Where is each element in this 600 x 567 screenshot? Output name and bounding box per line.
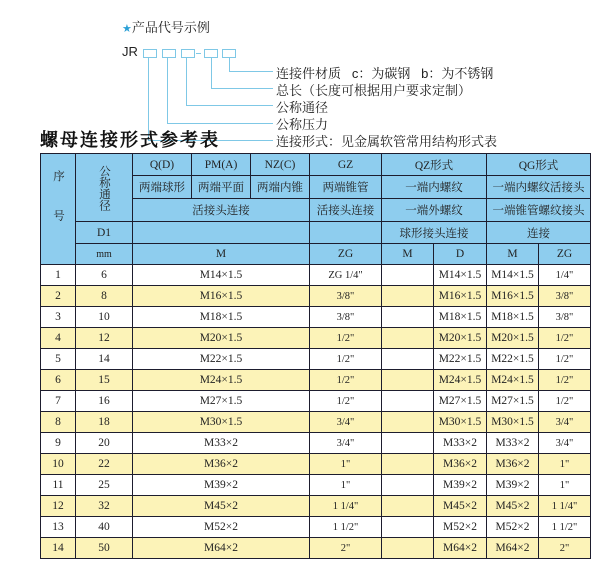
header-m: M: [133, 244, 310, 265]
cell-qz-m: [382, 286, 434, 307]
cell-dn: 8: [76, 286, 133, 307]
code-box: [143, 49, 157, 58]
cell-qz-m: [382, 349, 434, 370]
cell-dn: 6: [76, 265, 133, 286]
cell-dn: 14: [76, 349, 133, 370]
cell-zg: 1/2": [310, 370, 382, 391]
cell-qg-m: M18×1.5: [487, 307, 539, 328]
header-empty: [133, 222, 310, 244]
cell-m: M52×2: [133, 517, 310, 538]
cell-qz-d: M16×1.5: [434, 286, 487, 307]
cell-dn: 50: [76, 538, 133, 559]
header-qg-m: M: [487, 244, 539, 265]
cell-m: M64×2: [133, 538, 310, 559]
table-row: [41, 286, 591, 307]
cell-qg-zg: 1/2": [539, 370, 591, 391]
cell-qg-zg: 2": [539, 538, 591, 559]
cell-seq: 11: [41, 475, 76, 496]
cell-qg-m: M64×2: [487, 538, 539, 559]
table-row: [41, 328, 591, 349]
table-row: [41, 265, 591, 286]
cell-dn: 40: [76, 517, 133, 538]
cell-dn: 16: [76, 391, 133, 412]
page-title: 螺母连接形式参考表: [40, 130, 220, 151]
table-row: [41, 538, 591, 559]
cell-qg-m: M16×1.5: [487, 286, 539, 307]
cell-qz-m: [382, 265, 434, 286]
cell-qz-d: M14×1.5: [434, 265, 487, 286]
legend-title-text: 产品代号示例: [131, 20, 210, 35]
cell-qz-m: [382, 391, 434, 412]
code-box: [222, 49, 236, 58]
cell-dn: 18: [76, 412, 133, 433]
header-qg-zg: ZG: [539, 244, 591, 265]
cell-qg-zg: 3/8": [539, 307, 591, 328]
cell-qg-zg: 1 1/2": [539, 517, 591, 538]
cell-zg: 1 1/4": [310, 496, 382, 517]
legend-pressure: 公称压力: [276, 117, 329, 132]
cell-qz-m: [382, 433, 434, 454]
code-box: [204, 49, 218, 58]
nut-connection-table: [40, 153, 591, 559]
cell-qg-m: M36×2: [487, 454, 539, 475]
cell-zg: 1": [310, 454, 382, 475]
connector-line: [167, 58, 168, 123]
cell-qg-m: M22×1.5: [487, 349, 539, 370]
cell-dn: 12: [76, 328, 133, 349]
cell-seq: 6: [41, 370, 76, 391]
cell-qg-m: M24×1.5: [487, 370, 539, 391]
header-qg: QG形式: [487, 154, 591, 176]
code-dash: [196, 53, 201, 54]
header-qg-desc3: 连接: [487, 222, 591, 244]
cell-dn: 20: [76, 433, 133, 454]
table-row: [41, 496, 591, 517]
cell-zg: 3/4": [310, 433, 382, 454]
header-seq: 序号: [41, 154, 76, 265]
cell-seq: 13: [41, 517, 76, 538]
cell-dn: 32: [76, 496, 133, 517]
header-pm-desc: 两端平面: [192, 176, 251, 199]
connector-line: [229, 71, 273, 72]
cell-qg-m: M33×2: [487, 433, 539, 454]
code-box: [181, 49, 195, 58]
cell-zg: 1/2": [310, 349, 382, 370]
connector-line: [186, 105, 273, 106]
table-row: [41, 475, 591, 496]
cell-seq: 4: [41, 328, 76, 349]
legend-material: 连接件材质 c：为碳钢 b：为不锈钢: [276, 66, 494, 81]
header-gz-desc: 两端锥管: [310, 176, 382, 199]
cell-qz-d: M33×2: [434, 433, 487, 454]
cell-seq: 9: [41, 433, 76, 454]
cell-m: M30×1.5: [133, 412, 310, 433]
connector-line: [211, 88, 273, 89]
cell-seq: 3: [41, 307, 76, 328]
cell-qg-m: M45×2: [487, 496, 539, 517]
cell-qz-d: M18×1.5: [434, 307, 487, 328]
legend-connection: 连接形式：见金属软管常用结构形式表: [276, 134, 498, 149]
cell-qg-m: M27×1.5: [487, 391, 539, 412]
header-mm: mm: [76, 244, 133, 265]
cell-qz-d: M45×2: [434, 496, 487, 517]
cell-qg-zg: 1/2": [539, 349, 591, 370]
header-nz-desc: 两端内锥: [251, 176, 310, 199]
cell-seq: 8: [41, 412, 76, 433]
header-qz-desc2: 一端外螺纹: [382, 199, 487, 222]
cell-m: M39×2: [133, 475, 310, 496]
table-row: [41, 517, 591, 538]
cell-zg: 3/8": [310, 307, 382, 328]
cell-qg-zg: 1/4": [539, 265, 591, 286]
connector-line: [186, 58, 187, 105]
cell-qz-d: M22×1.5: [434, 349, 487, 370]
cell-seq: 2: [41, 286, 76, 307]
header-d1: D1: [76, 222, 133, 244]
cell-qz-m: [382, 496, 434, 517]
cell-m: M27×1.5: [133, 391, 310, 412]
cell-zg: 1": [310, 475, 382, 496]
cell-dn: 22: [76, 454, 133, 475]
cell-m: M36×2: [133, 454, 310, 475]
cell-m: M24×1.5: [133, 370, 310, 391]
header-union-conn: 活接头连接: [133, 199, 310, 222]
cell-zg: 2": [310, 538, 382, 559]
header-gz: GZ: [310, 154, 382, 176]
cell-m: M33×2: [133, 433, 310, 454]
connector-line: [167, 123, 273, 124]
cell-qz-d: M52×2: [434, 517, 487, 538]
header-nominal: 公称通径: [76, 154, 133, 222]
table-row: [41, 433, 591, 454]
header-qz-m: M: [382, 244, 434, 265]
cell-qg-zg: 3/4": [539, 433, 591, 454]
table-row: [41, 391, 591, 412]
cell-dn: 10: [76, 307, 133, 328]
cell-qg-m: M52×2: [487, 517, 539, 538]
code-box: [162, 49, 176, 58]
cell-zg: 1/2": [310, 328, 382, 349]
cell-qz-m: [382, 328, 434, 349]
cell-qz-d: M39×2: [434, 475, 487, 496]
cell-qz-d: M30×1.5: [434, 412, 487, 433]
cell-qz-m: [382, 517, 434, 538]
cell-zg: 1 1/2": [310, 517, 382, 538]
cell-qz-d: M20×1.5: [434, 328, 487, 349]
cell-qz-d: M27×1.5: [434, 391, 487, 412]
cell-qg-zg: 3/8": [539, 286, 591, 307]
cell-qz-d: M24×1.5: [434, 370, 487, 391]
cell-dn: 15: [76, 370, 133, 391]
cell-seq: 5: [41, 349, 76, 370]
header-qz-d: D: [434, 244, 487, 265]
cell-qz-m: [382, 538, 434, 559]
cell-m: M22×1.5: [133, 349, 310, 370]
cell-seq: 10: [41, 454, 76, 475]
cell-qg-m: M14×1.5: [487, 265, 539, 286]
header-q-desc: 两端球形: [133, 176, 192, 199]
table-row: [41, 307, 591, 328]
cell-qz-m: [382, 307, 434, 328]
cell-qz-m: [382, 370, 434, 391]
table-row: [41, 370, 591, 391]
cell-qz-m: [382, 475, 434, 496]
table-row: [41, 349, 591, 370]
star-icon: ★: [122, 23, 132, 35]
cell-m: M45×2: [133, 496, 310, 517]
cell-qg-zg: 1/2": [539, 328, 591, 349]
header-qz-desc3: 球形接头连接: [382, 222, 487, 244]
header-gz-conn: 活接头连接: [310, 199, 382, 222]
header-qg-desc1: 一端内螺纹活接头: [487, 176, 591, 199]
legend-diameter: 公称通径: [276, 100, 329, 115]
cell-qg-m: M39×2: [487, 475, 539, 496]
code-prefix: JR: [122, 44, 138, 59]
cell-qg-zg: 1": [539, 475, 591, 496]
legend-title: [122, 17, 210, 36]
cell-qg-zg: 1 1/4": [539, 496, 591, 517]
cell-m: M16×1.5: [133, 286, 310, 307]
cell-zg: 3/4": [310, 412, 382, 433]
header-qz-desc1: 一端内螺纹: [382, 176, 487, 199]
cell-qg-zg: 1/2": [539, 391, 591, 412]
cell-dn: 25: [76, 475, 133, 496]
connector-line: [229, 58, 230, 71]
cell-qg-m: M30×1.5: [487, 412, 539, 433]
cell-qz-d: M36×2: [434, 454, 487, 475]
cell-seq: 14: [41, 538, 76, 559]
cell-qz-d: M64×2: [434, 538, 487, 559]
header-q: Q(D): [133, 154, 192, 176]
cell-zg: ZG 1/4": [310, 265, 382, 286]
cell-qg-zg: 1": [539, 454, 591, 475]
cell-zg: 1/2": [310, 391, 382, 412]
cell-m: M14×1.5: [133, 265, 310, 286]
header-nz: NZ(C): [251, 154, 310, 176]
cell-seq: 1: [41, 265, 76, 286]
cell-m: M20×1.5: [133, 328, 310, 349]
cell-qg-m: M20×1.5: [487, 328, 539, 349]
header-empty: [310, 222, 382, 244]
header-zg: ZG: [310, 244, 382, 265]
header-pm: PM(A): [192, 154, 251, 176]
cell-qg-zg: 3/4": [539, 412, 591, 433]
legend-length: 总长（长度可根据用户要求定制）: [276, 83, 472, 98]
cell-qz-m: [382, 454, 434, 475]
connector-line: [211, 58, 212, 88]
table-row: [41, 412, 591, 433]
header-qg-desc2: 一端锥管螺纹接头: [487, 199, 591, 222]
cell-qz-m: [382, 412, 434, 433]
cell-seq: 12: [41, 496, 76, 517]
cell-seq: 7: [41, 391, 76, 412]
table-row: [41, 454, 591, 475]
header-qz: QZ形式: [382, 154, 487, 176]
cell-m: M18×1.5: [133, 307, 310, 328]
cell-zg: 3/8": [310, 286, 382, 307]
